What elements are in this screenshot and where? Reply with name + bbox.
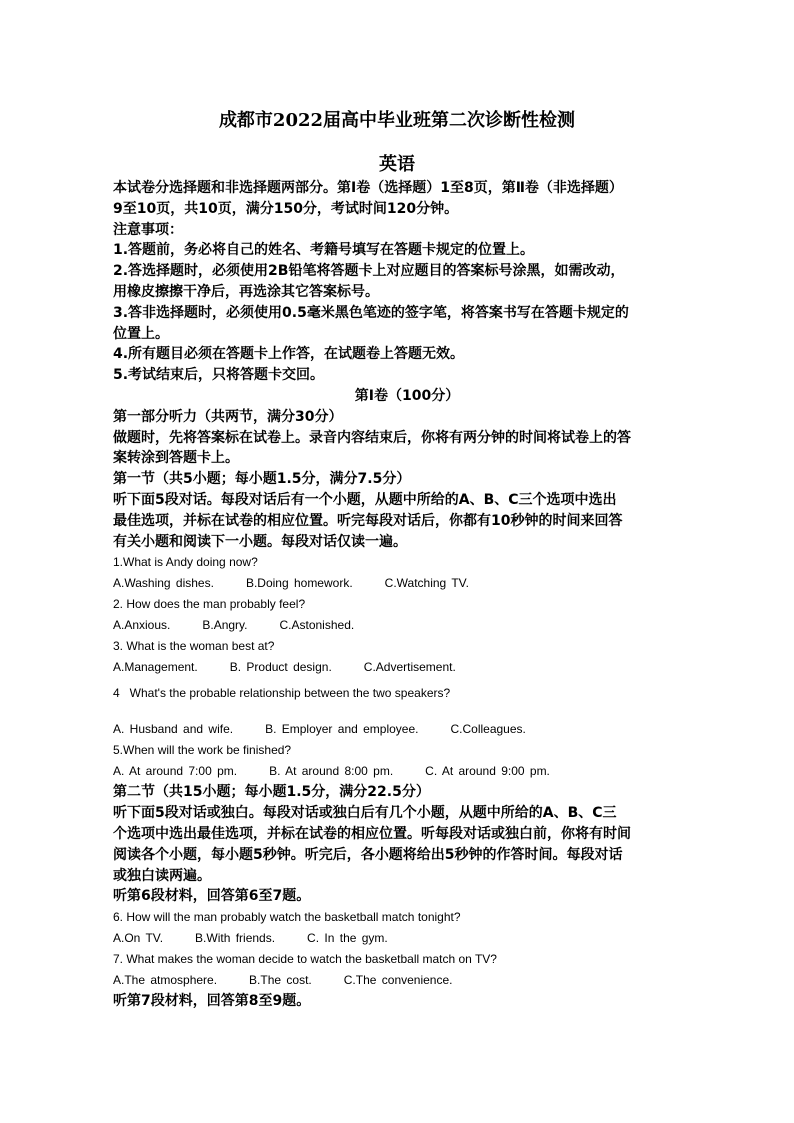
question-stem: 5.When will the work be finished? (113, 743, 292, 758)
part1-heading: 第一部分听力（共两节，满分30分） (113, 408, 343, 425)
volume-heading: 第Ⅰ卷（100分） (354, 387, 460, 404)
section1-instruction: 听下面5段对话。每段对话后有一个小题，从题中所给的A、B、C三个选项中选出 (113, 491, 617, 508)
section1-instruction: 最佳选项，并标在试卷的相应位置。听完每段对话后，你都有10秒钟的时间来回答 (113, 512, 623, 529)
material-heading: 听第6段材料，回答第6至7题。 (113, 888, 311, 905)
section2-instruction: 或独白读两遍。 (113, 867, 211, 884)
question-options: A. Husband and wife. B. Employer and employee. C.Colleagues. (113, 722, 526, 737)
notice-item: 位置上。 (113, 325, 169, 342)
question-options: A.Management. B. Product design. C.Advertisement. (113, 660, 456, 675)
exam-content (113, 178, 701, 1012)
notice-heading: 注意事项： (113, 221, 183, 238)
notice-item: 4.所有题目必须在答题卡上作答，在试题卷上答题无效。 (113, 346, 465, 363)
part1-instruction: 做题时，先将答案标在试卷上。录音内容结束后，你将有两分钟的时间将试卷上的答 (113, 429, 631, 446)
notice-item: 1.答题前，务必将自己的姓名、考籍号填写在答题卡规定的位置上。 (113, 242, 535, 259)
question-stem: 3. What is the woman best at? (113, 639, 275, 654)
question-stem: 7. What makes the woman decide to watch the basketball match on TV? (113, 952, 497, 967)
notice-item: 5.考试结束后，只将答题卡交回。 (113, 367, 325, 384)
intro-line: 本试卷分选择题和非选择题两部分。第Ⅰ卷（选择题）1至8页，第Ⅱ卷（非选择题） (113, 180, 623, 196)
notice-item: 2.答选择题时，必须使用2B铅笔将答题卡上对应题目的答案标号涂黑，如需改动， (113, 263, 625, 280)
question-options: A.The atmosphere. B.The cost. C.The convenience. (113, 973, 453, 988)
part1-instruction: 案转涂到答题卡上。 (113, 450, 239, 467)
question-options: A. At around 7:00 pm. B. At around 8:00 pm. C. At around 9:00 pm. (113, 764, 550, 779)
question-options: A.On TV. B.With friends. C. In the gym. (113, 931, 388, 946)
notice-item: 用橡皮擦擦干净后，再选涂其它答案标号。 (113, 283, 379, 300)
notice-item: 3.答非选择题时，必须使用0.5毫米黑色笔迹的签字笔，将答案书写在答题卡规定的 (113, 304, 629, 321)
section2-instruction: 个选项中选出最佳选项，并标在试卷的相应位置。听每段对话或独白前，你将有时间 (113, 825, 631, 842)
intro-line: 9至10页，共10页，满分150分，考试时间120分钟。 (113, 200, 459, 217)
section1-instruction: 有关小题和阅读下一小题。每段对话仅读一遍。 (113, 533, 407, 550)
question-options: A.Washing dishes. B.Doing homework. C.Watching TV. (113, 576, 469, 591)
question-stem: 4 What's the probable relationship between the two speakers? (113, 686, 451, 701)
material-heading: 听第7段材料，回答第8至9题。 (113, 993, 311, 1010)
question-options: A.Anxious. B.Angry. C.Astonished. (113, 618, 355, 633)
exam-subject: 英语 (379, 154, 415, 175)
question-stem: 1.What is Andy doing now? (113, 555, 258, 570)
section1-heading: 第一节（共5小题；每小题1.5分，满分7.5分） (113, 471, 411, 488)
question-stem: 2. How does the man probably feel? (113, 597, 306, 612)
section2-heading: 第二节（共15小题；每小题1.5分，满分22.5分） (113, 784, 430, 801)
section2-instruction: 听下面5段对话或独白。每段对话或独白后有几个小题，从题中所给的A、B、C三 (113, 805, 617, 822)
section2-instruction: 阅读各个小题，每小题5秒钟。听完后，各小题将给出5秒钟的作答时间。每段对话 (113, 846, 623, 863)
question-stem: 6. How will the man probably watch the basketball match tonight? (113, 910, 461, 925)
exam-title: 成都市2022届高中毕业班第二次诊断性检测 (218, 110, 576, 131)
